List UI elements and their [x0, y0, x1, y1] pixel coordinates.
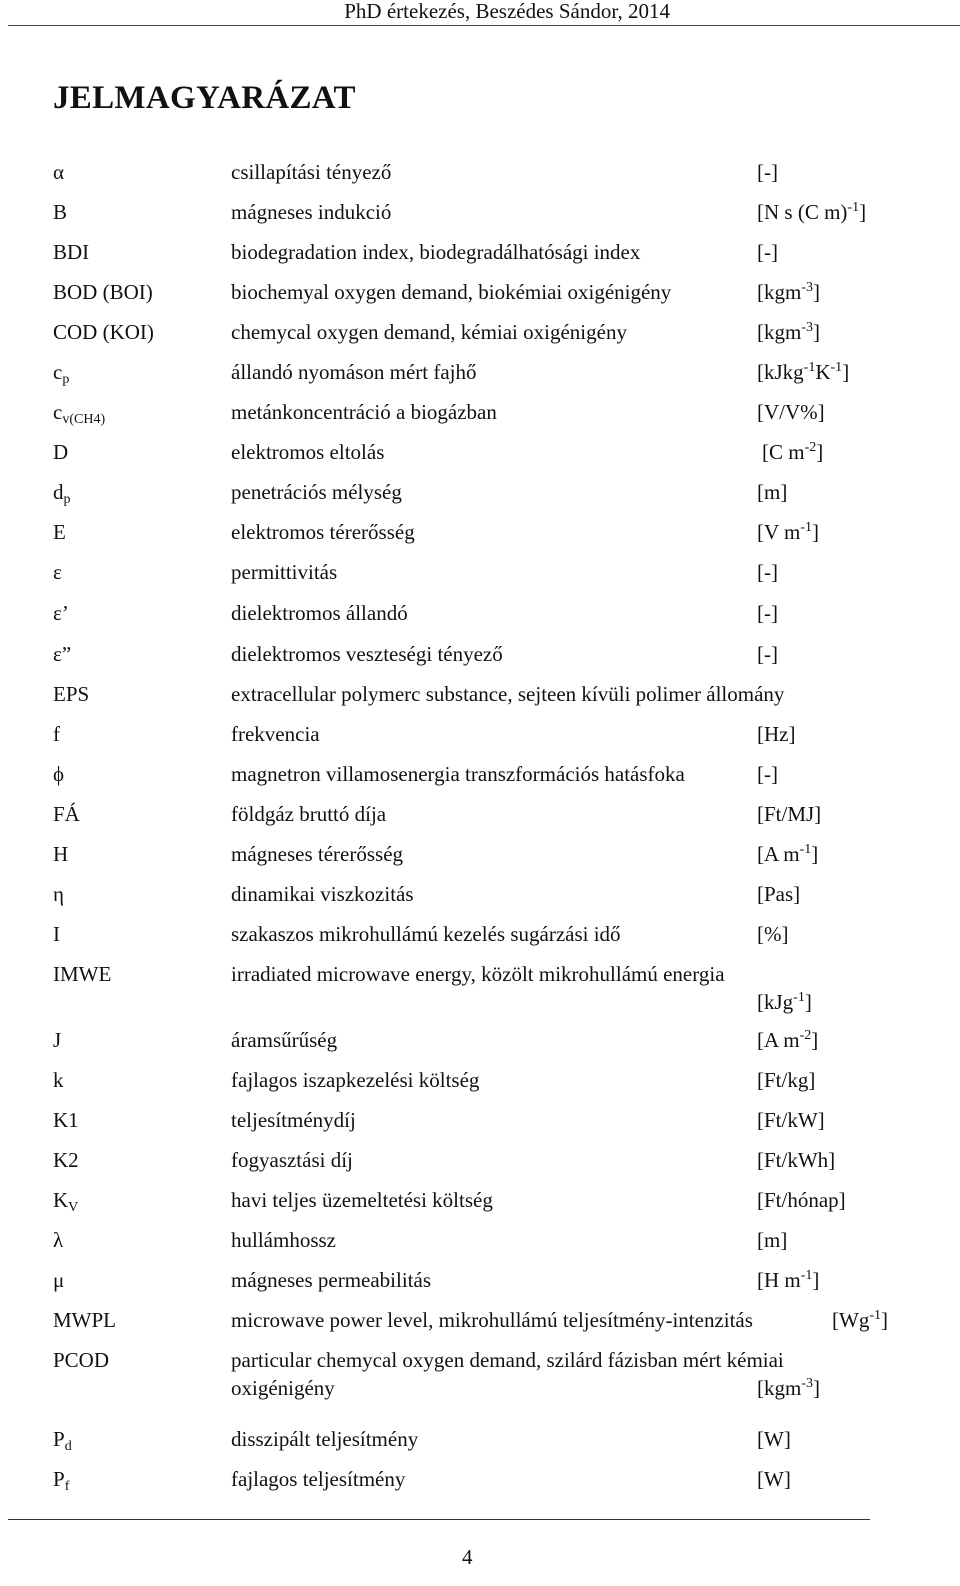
legend-description: dielektromos veszteségi tényező	[231, 642, 503, 666]
legend-description: állandó nyomáson mért fajhő	[231, 360, 477, 384]
legend-unit: [-]	[757, 642, 778, 666]
header-rule	[8, 25, 960, 26]
legend-symbol: B	[53, 200, 68, 224]
legend-symbol: $d_p$	[53, 480, 71, 507]
legend-row	[0, 800, 960, 840]
legend-description: elektromos térerősség	[231, 520, 415, 544]
legend-symbol: J	[53, 1028, 62, 1052]
legend-symbol: ε	[53, 560, 62, 584]
legend-symbol: λ	[53, 1228, 64, 1252]
legend-symbol: $c_p$	[53, 360, 70, 387]
legend-description: dinamikai viszkozitás	[231, 882, 414, 906]
page-number: 4	[462, 1545, 473, 1569]
legend-symbol: BDI	[53, 240, 90, 264]
legend-row	[0, 518, 960, 558]
legend-description: elektromos eltolás	[231, 440, 385, 464]
legend-row	[0, 478, 960, 518]
legend-symbol: COD (KOI)	[53, 320, 154, 344]
legend-row	[0, 599, 960, 639]
legend-unit: [Ft/kg]	[757, 1068, 816, 1092]
legend-unit: [-]	[757, 240, 778, 264]
legend-row	[0, 1226, 960, 1266]
page-title: JELMAGYARÁZAT	[53, 80, 356, 116]
legend-row	[0, 1146, 960, 1186]
legend-description: áramsűrűség	[231, 1028, 338, 1052]
legend-unit: [kJg$^{-1}$]	[757, 990, 812, 1014]
legend-description: dielektromos állandó	[231, 601, 408, 625]
legend-symbol: η	[53, 882, 64, 906]
running-header: PhD értekezés, Beszédes Sándor, 2014	[344, 0, 670, 23]
legend-symbol: PCOD	[53, 1348, 110, 1372]
legend-description: magnetron villamosenergia transzformációs hatásfoka	[231, 762, 685, 786]
footer-rule	[8, 1519, 870, 1520]
legend-description: fajlagos teljesítmény	[231, 1467, 406, 1491]
legend-row	[0, 1346, 960, 1406]
legend-unit: [Ft/hónap]	[757, 1188, 846, 1212]
legend-symbol: α	[53, 160, 65, 184]
legend-row	[0, 318, 960, 358]
legend-description: disszipált teljesítmény	[231, 1427, 419, 1451]
legend-unit: [m]	[757, 480, 788, 504]
legend-symbol: D	[53, 440, 69, 464]
legend-symbol: MWPL	[53, 1308, 116, 1332]
legend-description: fajlagos iszapkezelési költség	[231, 1068, 480, 1092]
legend-description: permittivitás	[231, 560, 338, 584]
legend-row	[0, 1106, 960, 1146]
legend-unit: [-]	[757, 160, 778, 184]
legend-unit: [m]	[757, 1228, 788, 1252]
legend-symbol: IMWE	[53, 962, 112, 986]
legend-row	[0, 1465, 960, 1505]
legend-unit: [C $m^{-2}$]	[762, 440, 824, 464]
legend-row	[0, 238, 960, 278]
legend-row	[0, 1066, 960, 1106]
legend-unit: [Ft/MJ]	[757, 802, 822, 826]
legend-description: szakaszos mikrohullámú kezelés sugárzási idő	[231, 922, 621, 946]
legend-description: mágneses térerősség	[231, 842, 404, 866]
legend-unit: [Pas]	[757, 882, 801, 906]
legend-row	[0, 1186, 960, 1226]
legend-unit: [V/V%]	[757, 400, 825, 424]
legend-unit: $[kJkg^{-1}K^{-1}]$	[757, 360, 850, 384]
legend-row	[0, 1425, 960, 1465]
legend-symbol: $c_{v(CH4)}$	[53, 400, 106, 427]
legend-unit: [kgm$^{-3}$]	[757, 1376, 820, 1400]
legend-description: havi teljes üzemeltetési költség	[231, 1188, 493, 1212]
legend-row	[0, 840, 960, 880]
legend-row	[0, 680, 960, 720]
legend-row	[0, 438, 960, 478]
legend-unit: [-]	[757, 762, 778, 786]
legend-unit: [N s (C m)$^{-1}$]	[757, 200, 867, 224]
legend-symbol: K2	[53, 1148, 79, 1172]
legend-symbol: FÁ	[53, 802, 80, 826]
legend-description: mágneses indukció	[231, 200, 392, 224]
legend-description: penetrációs mélység	[231, 480, 402, 504]
legend-symbol: μ	[53, 1268, 65, 1292]
legend-description: teljesítménydíj	[231, 1108, 356, 1132]
legend-row	[0, 960, 960, 1020]
legend-description: biochemyal oxygen demand, biokémiai oxigénigény	[231, 280, 672, 304]
legend-unit: [Hz]	[757, 722, 796, 746]
legend-description-continued: oxigénigény	[231, 1376, 335, 1400]
legend-row	[0, 760, 960, 800]
legend-description: metánkoncentráció a biogázban	[231, 400, 497, 424]
legend-symbol: I	[53, 922, 60, 946]
legend-unit: [-]	[757, 560, 778, 584]
legend-unit: [W]	[757, 1427, 791, 1451]
legend-description: microwave power level, mikrohullámú teljesítmény-intenzitás	[231, 1308, 753, 1332]
legend-description: biodegradation index, biodegradálhatósági index	[231, 240, 641, 264]
legend-row	[0, 158, 960, 198]
legend-unit: [H $m^{-1}$]	[757, 1268, 820, 1292]
legend-row	[0, 278, 960, 318]
legend-unit: [A $m^{-1}$]	[757, 842, 819, 866]
legend-symbol: $P_d$	[53, 1427, 72, 1454]
legend-unit: $[Wg^{-1}]$	[832, 1308, 888, 1332]
legend-symbol: ε’	[53, 601, 69, 625]
legend-row	[0, 1266, 960, 1306]
legend-row	[0, 720, 960, 760]
legend-unit: [%]	[757, 922, 789, 946]
legend-description: mágneses permeabilitás	[231, 1268, 432, 1292]
legend-unit: [-]	[757, 601, 778, 625]
legend-symbol: H	[53, 842, 69, 866]
legend-description: chemycal oxygen demand, kémiai oxigénigény	[231, 320, 627, 344]
legend-unit: [V $m^{-1}$]	[757, 520, 820, 544]
legend-description: földgáz bruttó díja	[231, 802, 387, 826]
legend-row	[0, 1306, 960, 1346]
legend-symbol: $K_V$	[53, 1188, 79, 1215]
legend-description: frekvencia	[231, 722, 320, 746]
legend-symbol: K1	[53, 1108, 79, 1132]
legend-symbol: EPS	[53, 682, 90, 706]
legend-unit: [A $m^{-2}$]	[757, 1028, 819, 1052]
legend-unit: [kgm$^{-3}$]	[757, 320, 820, 344]
legend-row	[0, 558, 960, 598]
legend-row	[0, 198, 960, 238]
legend-description: particular chemycal oxygen demand, szilárd fázisban mért kémiai	[231, 1348, 784, 1372]
legend-symbol: BOD (BOI)	[53, 280, 153, 304]
legend-symbol: ε”	[53, 642, 72, 666]
legend-row	[0, 640, 960, 680]
legend-row	[0, 880, 960, 920]
legend-description: irradiated microwave energy, közölt mikrohullámú energia	[231, 962, 725, 986]
legend-symbol: E	[53, 520, 66, 544]
legend-row	[0, 1026, 960, 1066]
legend-description: extracellular polymerc substance, sejteen kívüli polimer állomány	[231, 682, 785, 706]
legend-unit: [Ft/kWh]	[757, 1148, 836, 1172]
legend-description: fogyasztási díj	[231, 1148, 353, 1172]
legend-symbol: $P_f$	[53, 1467, 70, 1494]
legend-description: hullámhossz	[231, 1228, 336, 1252]
legend-unit: [Ft/kW]	[757, 1108, 825, 1132]
legend-row	[0, 358, 960, 398]
legend-symbol: f	[53, 722, 60, 746]
legend-symbol: ϕ	[53, 762, 65, 786]
legend-description: csillapítási tényező	[231, 160, 392, 184]
legend-unit: [kgm$^{-3}$]	[757, 280, 820, 304]
legend-symbol: k	[53, 1068, 64, 1092]
legend-unit: [W]	[757, 1467, 791, 1491]
legend-row	[0, 398, 960, 438]
legend-row	[0, 920, 960, 960]
